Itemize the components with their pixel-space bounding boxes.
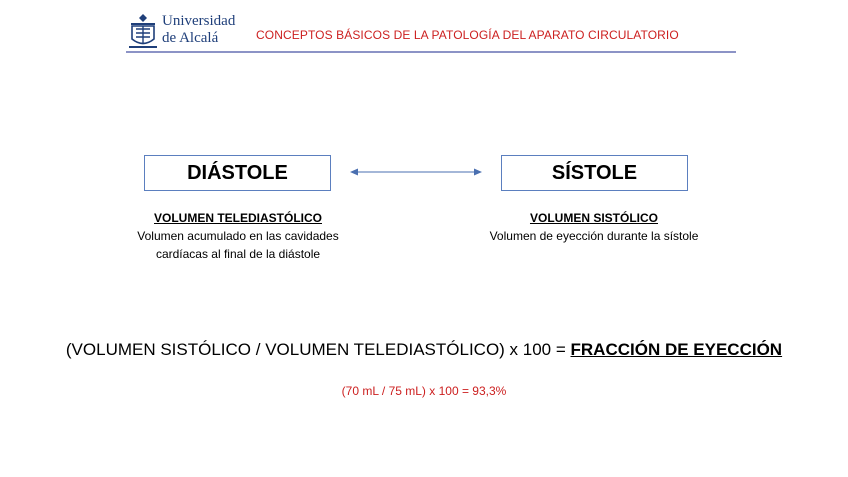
sistole-box [501, 155, 688, 191]
logo-line-2: de Alcalá [162, 30, 219, 46]
slide-header [126, 10, 736, 54]
ejection-fraction-formula [0, 340, 848, 360]
sistole-heading: VOLUMEN SISTÓLICO [529, 211, 658, 225]
slide-title: CONCEPTOS BÁSICOS DE LA PATOLOGÍA DEL APARATO CIRCULATORIO [256, 28, 679, 42]
diastole-description [98, 209, 378, 263]
diastole-heading: VOLUMEN TELEDIASTÓLICO [154, 211, 322, 225]
university-crest-icon [128, 13, 158, 49]
logo-line-1: Universidad [162, 13, 236, 29]
formula-result: FRACCIÓN DE EYECCIÓN [570, 340, 783, 359]
diastole-desc-line-2: cardíacas al final de la diástole [155, 247, 321, 261]
sistole-description [444, 209, 744, 245]
diastole-desc-line-1: Volumen acumulado en las cavidades [137, 229, 339, 243]
sistole-desc-line-1: Volumen de eyección durante la sístole [489, 229, 699, 243]
diastole-label: DIÁSTOLE [187, 161, 288, 184]
example-calculation: (70 mL / 75 mL) x 100 = 93,3% [341, 384, 507, 398]
double-arrow-icon [349, 166, 483, 178]
diastole-box [144, 155, 331, 191]
formula-expression: (VOLUMEN SISTÓLICO / VOLUMEN TELEDIASTÓLICO) x 100 = [65, 340, 571, 359]
header-divider [126, 51, 736, 53]
university-logo-text [162, 13, 235, 47]
sistole-label: SÍSTOLE [551, 161, 638, 184]
